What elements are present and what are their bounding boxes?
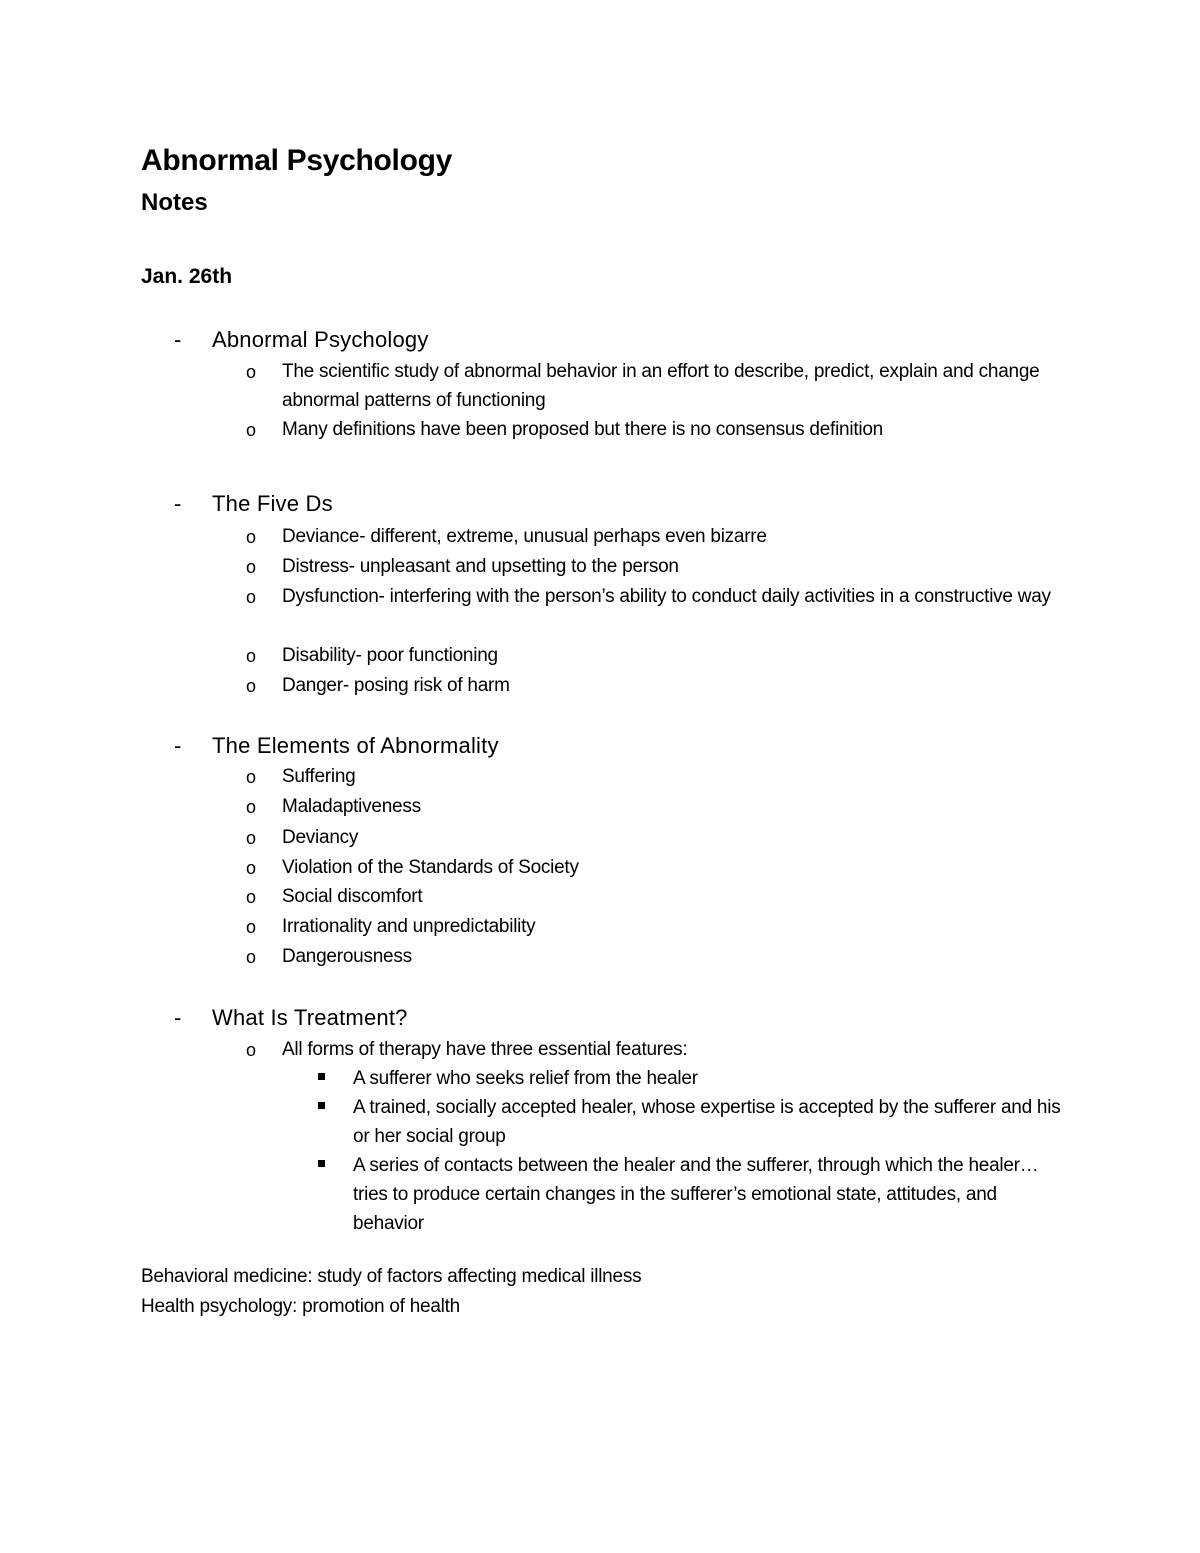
list-item: Disability- poor functioning <box>282 645 498 666</box>
circle-bullet: o <box>246 420 257 440</box>
list-item: All forms of therapy have three essential features: <box>282 1039 688 1060</box>
circle-bullet: o <box>246 646 257 666</box>
list-item: Dangerousness <box>282 946 412 967</box>
square-bullet-icon <box>318 1073 325 1080</box>
list-item: Distress- unpleasant and upsetting to the person <box>282 556 679 577</box>
section-heading: Abnormal Psychology <box>212 327 429 352</box>
list-item: Deviance- different, extreme, unusual perhaps even bizarre <box>282 526 767 547</box>
document-subtitle: Notes <box>141 189 208 216</box>
circle-bullet: o <box>246 527 257 547</box>
section-heading: What Is Treatment? <box>212 1005 408 1030</box>
footer-line: Health psychology: promotion of health <box>141 1296 460 1317</box>
list-item: Many definitions have been proposed but there is no consensus definition <box>282 419 883 440</box>
sub-list-item: A sufferer who seeks relief from the healer <box>353 1068 698 1089</box>
circle-bullet: o <box>246 887 257 907</box>
list-item: Danger- posing risk of harm <box>282 675 510 696</box>
list-item: Irrationality and unpredictability <box>282 916 536 937</box>
footer-line: Behavioral medicine: study of factors affecting medical illness <box>141 1266 642 1287</box>
circle-bullet: o <box>246 797 257 817</box>
circle-bullet: o <box>246 858 257 878</box>
sub-list-item: A series of contacts between the healer and the sufferer, through which the healer… tries to produce certain changes in the sufferer’s emotional state, attitudes, and behavior <box>353 1155 1039 1234</box>
document-title: Abnormal Psychology <box>141 144 453 177</box>
circle-bullet: o <box>246 947 257 967</box>
list-item: Dysfunction- interfering with the person’s ability to conduct daily activities in a constructive way <box>282 586 1051 607</box>
sub-list-item: A trained, socially accepted healer, whose expertise is accepted by the sufferer and his or her social group <box>353 1097 1061 1147</box>
list-item: Violation of the Standards of Society <box>282 857 579 878</box>
circle-bullet: o <box>246 587 257 607</box>
circle-bullet: o <box>246 828 257 848</box>
square-bullet-icon <box>318 1160 325 1167</box>
circle-bullet: o <box>246 362 257 382</box>
circle-bullet: o <box>246 557 257 577</box>
dash-bullet: - <box>174 327 182 352</box>
list-item: Suffering <box>282 766 356 787</box>
list-item: Maladaptiveness <box>282 796 421 817</box>
dash-bullet: - <box>174 491 182 516</box>
list-item: Social discomfort <box>282 886 423 907</box>
section-heading: The Five Ds <box>212 491 333 516</box>
dash-bullet: - <box>174 1005 182 1030</box>
section-heading: The Elements of Abnormality <box>212 733 499 758</box>
note-date: Jan. 26th <box>141 265 233 288</box>
circle-bullet: o <box>246 767 257 787</box>
circle-bullet: o <box>246 917 257 937</box>
list-item: Deviancy <box>282 827 359 848</box>
list-item: The scientific study of abnormal behavior in an effort to describe, predict, explain and change abnormal patterns of functioning <box>282 361 1040 411</box>
circle-bullet: o <box>246 676 257 696</box>
square-bullet-icon <box>318 1102 325 1109</box>
circle-bullet: o <box>246 1040 257 1060</box>
dash-bullet: - <box>174 733 182 758</box>
